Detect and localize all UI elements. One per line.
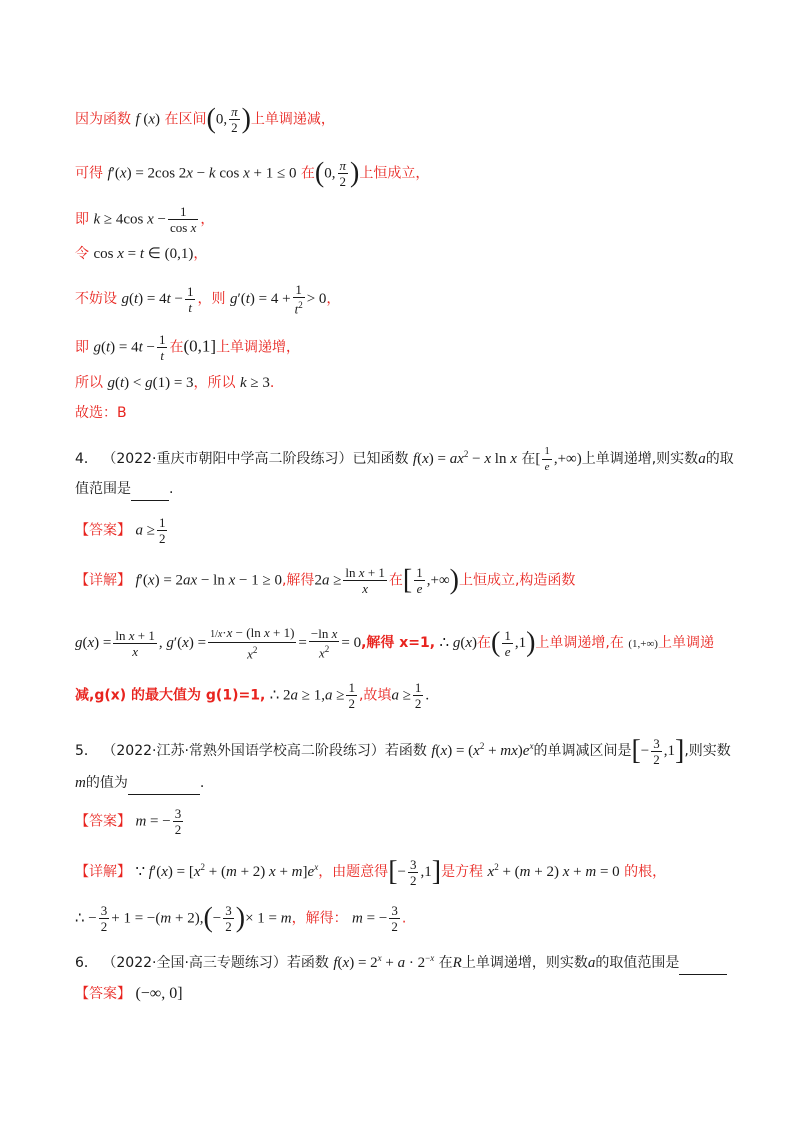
text: 的单调减区间是 bbox=[533, 743, 632, 759]
text: 在区间 bbox=[164, 111, 207, 128]
text: ， bbox=[193, 246, 208, 262]
question-text: （2022·江苏·常熟外国语学校高二阶段练习）若函数 bbox=[102, 743, 427, 759]
math-fprime: f (x) bbox=[135, 111, 161, 128]
math-expr: (−∞, 0] bbox=[135, 985, 183, 1002]
text: ，由题意得 bbox=[318, 864, 389, 880]
text: . bbox=[269, 375, 275, 391]
text: 上单调递增，则实数 bbox=[461, 955, 588, 971]
solution-line-3: 即 k ≥ 4cos x − $\frac{1}{\text{cos x}}$ ， bbox=[75, 204, 215, 235]
solution-line-7 bbox=[75, 372, 740, 394]
question-5-detail-1: 【详解】 ∵ $f'(x) = [x^2 + (m + 2) x + m]e^x$，由题意得[− $\frac{3}{2}$ ,1]是方程 $x^2 + (m + 2) x + m = 0$ 的根， bbox=[75, 856, 667, 888]
text: 上恒成立， bbox=[359, 165, 430, 182]
text: . bbox=[401, 910, 407, 927]
text: 的根， bbox=[624, 864, 667, 880]
text: 在 bbox=[438, 955, 453, 971]
answer-blank bbox=[131, 478, 169, 501]
text: 的取 bbox=[705, 451, 734, 467]
text: 即 bbox=[75, 339, 89, 356]
answer-label: 【答案】 bbox=[75, 986, 131, 1002]
text: 上单调递增,则实数 bbox=[581, 451, 699, 467]
text: . bbox=[169, 481, 174, 497]
math-expr: ∵ $f'(x) = [x^2 + (m + 2) x + m]e^x$ bbox=[135, 862, 319, 880]
question-5-line-2: m的值为 . bbox=[75, 772, 740, 795]
question-number: 4． bbox=[75, 451, 98, 467]
text: 是方程 bbox=[441, 864, 484, 880]
math-expr: g(t) = 4t − bbox=[121, 291, 183, 308]
text: 在 bbox=[169, 339, 184, 356]
solution-line-6: 即 g(t) = 4t − $\frac{1}{t}$ 在(0,1]上单调递增， bbox=[75, 332, 301, 363]
text: 的取值范围是 bbox=[595, 955, 680, 971]
answer-blank bbox=[128, 772, 200, 795]
math-expr: k ≥ 4cos x − bbox=[93, 211, 166, 228]
text: 减,g(x) 的最大值为 g(1)=1, bbox=[75, 687, 266, 704]
text: 在 bbox=[521, 451, 536, 467]
text: 在 bbox=[477, 635, 492, 652]
text: ， bbox=[200, 211, 215, 228]
question-number: 5． bbox=[75, 743, 98, 759]
question-4-detail-2: g(x) = $\frac{\text{ln x + 1}}{x}$ , g′(x) = $\frac{\text{1/x·x − (ln x + 1)}}{x^2}$ = $\frac{\text{−ln x}}{x^2}$ = 0,解得 x=1, ∴ g(x)在( $\frac{1}{e}$ ,1)上单调递增,在 (1,+∞)上单调递 bbox=[75, 625, 714, 662]
math-expr: f′(x) = 2cos 2x − k cos x + 1 ≤ 0 bbox=[107, 165, 297, 182]
question-5-detail-2: ∴ − $\frac{3}{2}$ + 1 = −(m + 2),(− $\frac{3}{2}$ )× 1 = m，解得： m = − $\frac{3}{2}$ . bbox=[75, 902, 407, 934]
text: 不妨设 bbox=[75, 291, 117, 308]
text: . bbox=[199, 775, 205, 791]
text: 上单调递增,在 bbox=[535, 635, 624, 652]
answer-blank bbox=[679, 952, 727, 975]
text: 令 bbox=[75, 246, 89, 262]
math-expr: f′(x) = 2ax − ln x − 1 ≥ 0 bbox=[135, 572, 282, 589]
math-expr: ∴ g(x) bbox=[439, 635, 478, 652]
text: 的值为 bbox=[85, 775, 128, 791]
math-expr: m = − bbox=[135, 813, 171, 830]
math-expr: $f(x) = 2^x + a \cdot 2^{-x}$ bbox=[333, 953, 435, 971]
text: ， bbox=[326, 291, 341, 308]
text: ,则实数 bbox=[684, 743, 731, 759]
solution-line-1: 因为函数 f (x) 在区间(0, $\frac{\pi}{2}$ )上单调递减， bbox=[75, 103, 335, 135]
question-4-detail-1: 【详解】 f′(x) = 2ax − ln x − 1 ≥ 0,解得2a ≥ $\frac{\text{ln x + 1}}{x}$ 在[ $\frac{1}{e}$ ,+∞)上恒成立,构造函数 bbox=[75, 564, 576, 596]
text: ,解得 bbox=[281, 572, 315, 589]
math-expr: $x^2 + (m + 2) x + m = 0$ bbox=[487, 862, 620, 880]
text: 上单调递增， bbox=[216, 339, 301, 356]
text: 可得 bbox=[75, 165, 103, 182]
text: 上恒成立,构造函数 bbox=[458, 572, 576, 589]
question-text: （2022·重庆市朝阳中学高二阶段练习）已知函数 bbox=[102, 451, 409, 467]
math-expr: g(t) < g(1) = 3 bbox=[107, 375, 194, 391]
text: 值范围是 bbox=[75, 481, 131, 497]
text: 上单调递 bbox=[657, 635, 714, 652]
math-expr: $f(x) = ax^2 - x$ ln x bbox=[412, 449, 517, 467]
answer-label: 【答案】 bbox=[75, 522, 131, 539]
math-expr: g(t) = 4t − bbox=[93, 339, 155, 356]
text: 所以 bbox=[75, 375, 103, 391]
text: 上单调递减， bbox=[250, 111, 335, 128]
question-4-detail-3: 减,g(x) 的最大值为 g(1)=1, ∴ 2a ≥ 1,a ≥ $\frac{1}{2}$ ,故填a ≥ $\frac{1}{2}$ . bbox=[75, 680, 430, 711]
math-expr: ∴ − bbox=[75, 910, 97, 927]
math-expr: a ≥ bbox=[135, 522, 155, 539]
question-number: 6． bbox=[75, 955, 98, 971]
text: ,故填 bbox=[358, 687, 392, 704]
detail-label: 【详解】 bbox=[75, 572, 131, 589]
math-expr: k ≥ 3 bbox=[240, 375, 270, 391]
solution-line-4 bbox=[75, 243, 740, 265]
detail-label: 【详解】 bbox=[75, 864, 131, 880]
question-6-line-1: 6． （2022·全国·高三专题练习）若函数 $f(x) = 2^x + a \cdot 2^{-x}$ 在R上单调递增，则实数a的取值范围是 bbox=[75, 947, 740, 975]
question-5-line-1: 5． （2022·江苏·常熟外国语学校高二阶段练习）若函数 $f(x) = (x^2 + mx)e^x$的单调减区间是[− $\frac{3}{2}$ ,1],则实数 bbox=[75, 735, 731, 767]
question-5-answer: 【答案】 m = − $\frac{3}{2}$ bbox=[75, 806, 182, 837]
math-expr: cos x = t ∈ (0,1) bbox=[93, 246, 194, 262]
solution-line-5: 不妨设 g(t) = 4t − $\frac{1}{t}$ ，则 g′(t) = 4 + $\frac{1}{t^2}$ > 0， bbox=[75, 282, 341, 317]
text: ,解得 x=1, bbox=[361, 635, 436, 652]
text: 在 bbox=[300, 165, 315, 182]
text: 在 bbox=[388, 572, 403, 589]
text: ，解得： bbox=[291, 910, 348, 927]
choice-text: 故选：B bbox=[75, 405, 127, 421]
text: 因为函数 bbox=[75, 111, 131, 128]
text: ，则 bbox=[197, 291, 226, 308]
solution-line-8 bbox=[75, 402, 740, 424]
text: ，所以 bbox=[193, 375, 236, 391]
answer-label: 【答案】 bbox=[75, 813, 131, 830]
math-expr: $f(x) = (x^2 + mx)e^x$ bbox=[431, 741, 534, 759]
question-4-line-2 bbox=[75, 478, 740, 501]
question-4-answer: 【答案】 a ≥ $\frac{1}{2}$ bbox=[75, 515, 166, 546]
question-text: （2022·全国·高三专题练习）若函数 bbox=[102, 955, 329, 971]
text: 即 bbox=[75, 211, 89, 228]
math-expr: g(x) = bbox=[75, 635, 112, 652]
math-expr: ∴ 2a ≥ 1 bbox=[269, 687, 322, 704]
math-expr: g′(t) = 4 + bbox=[229, 291, 291, 308]
solution-line-2: 可得 f′(x) = 2cos 2x − k cos x + 1 ≤ 0 在(0, $\frac{\pi}{2}$ )上恒成立， bbox=[75, 157, 430, 189]
question-6-answer bbox=[75, 983, 740, 1005]
question-4-line-1: 4． （2022·重庆市朝阳中学高二阶段练习）已知函数 $f(x) = ax^2 - x$ ln x 在[ $\frac{1}{e}$ ,+∞)上单调递增,则实数a的取 bbox=[75, 444, 734, 473]
